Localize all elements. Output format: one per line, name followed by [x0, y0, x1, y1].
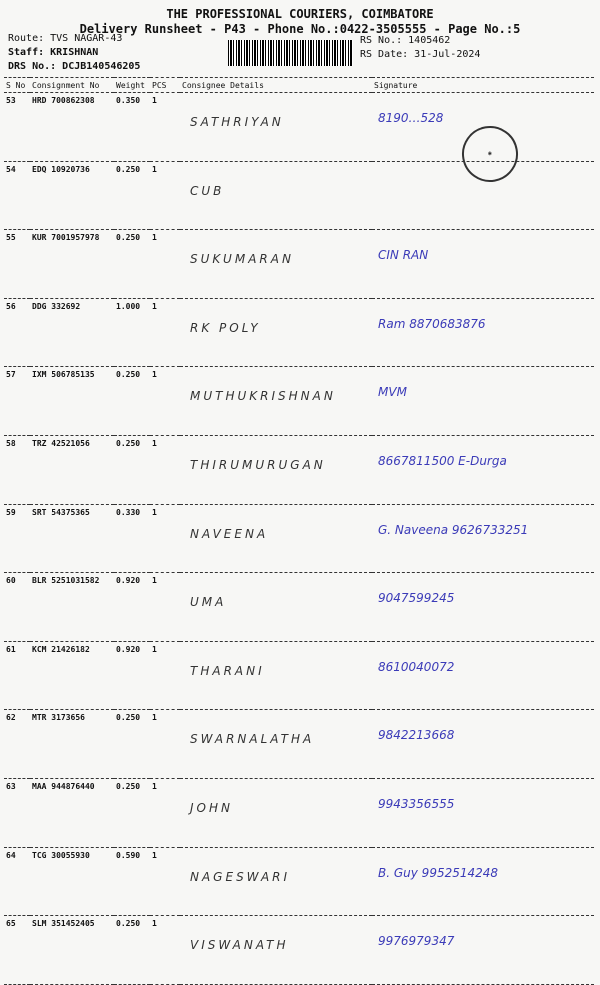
serial-number: 58	[4, 435, 30, 504]
serial-number: 65	[4, 916, 30, 985]
consignee-name: SUKUMARAN	[180, 230, 372, 299]
pieces-count: 1	[150, 573, 180, 642]
weight-value: 0.250	[114, 710, 150, 779]
pieces-count: 1	[150, 710, 180, 779]
consignee-name: NAGESWARI	[180, 847, 372, 916]
consignee-name: CUB	[180, 161, 372, 230]
weight-value: 0.250	[114, 161, 150, 230]
serial-number: 60	[4, 573, 30, 642]
consignment-number: EDQ 10920736	[30, 161, 114, 230]
weight-value: 0.330	[114, 504, 150, 573]
bank-stamp: ◉	[458, 122, 523, 187]
consignee-name: THIRUMURUGAN	[180, 435, 372, 504]
consignment-number: KUR 7001957978	[30, 230, 114, 299]
consignment-number: TCG 30055930	[30, 847, 114, 916]
serial-number: 59	[4, 504, 30, 573]
serial-number: 55	[4, 230, 30, 299]
signature-text: 9842213668	[372, 710, 594, 779]
consignment-number: IXM 506785135	[30, 367, 114, 436]
signature-text: 9976979347	[372, 916, 594, 985]
table-row	[4, 230, 594, 299]
pieces-count: 1	[150, 435, 180, 504]
table-row	[4, 298, 594, 367]
col-sno: S No	[4, 78, 30, 93]
drs-number: DRS No.: DCJB140546205	[8, 61, 141, 72]
signature-text: B. Guy 9952514248	[372, 847, 594, 916]
signature-text: MVM	[372, 367, 594, 436]
consignment-number: MTR 3173656	[30, 710, 114, 779]
serial-number: 57	[4, 367, 30, 436]
signature-text: G. Naveena 9626733251	[372, 504, 594, 573]
signature-text: 9047599245	[372, 573, 594, 642]
consignee-name: MUTHUKRISHNAN	[180, 367, 372, 436]
pieces-count: 1	[150, 641, 180, 710]
weight-value: 1.000	[114, 298, 150, 367]
signature-text: Ram 8870683876	[372, 298, 594, 367]
col-pcs: PCS	[150, 78, 180, 93]
serial-number: 64	[4, 847, 30, 916]
signature-text: 9943356555	[372, 778, 594, 847]
pieces-count: 1	[150, 367, 180, 436]
col-consignee: Consignee Details	[180, 78, 372, 93]
col-signature: Signature	[372, 78, 594, 93]
table-row	[4, 435, 594, 504]
consignee-name: SWARNALATHA	[180, 710, 372, 779]
runsheet-table	[4, 77, 594, 985]
serial-number: 61	[4, 641, 30, 710]
table-row	[4, 916, 594, 985]
consignment-number: TRZ 42521056	[30, 435, 114, 504]
consignment-number: MAA 944876440	[30, 778, 114, 847]
weight-value: 0.590	[114, 847, 150, 916]
consignment-number: HRD 700862308	[30, 93, 114, 162]
serial-number: 63	[4, 778, 30, 847]
table-header-row	[4, 78, 594, 93]
consignment-number: DDG 332692	[30, 298, 114, 367]
table-row	[4, 710, 594, 779]
consignee-name: JOHN	[180, 778, 372, 847]
serial-number: 56	[4, 298, 30, 367]
signature-text: 8610040072	[372, 641, 594, 710]
table-row	[4, 573, 594, 642]
weight-value: 0.250	[114, 916, 150, 985]
staff-label: Staff: KRISHNAN	[8, 47, 99, 58]
serial-number: 62	[4, 710, 30, 779]
pieces-count: 1	[150, 298, 180, 367]
consignee-name: NAVEENA	[180, 504, 372, 573]
weight-value: 0.250	[114, 230, 150, 299]
table-row	[4, 847, 594, 916]
weight-value: 0.920	[114, 573, 150, 642]
consignee-name: THARANI	[180, 641, 372, 710]
weight-value: 0.250	[114, 435, 150, 504]
pieces-count: 1	[150, 778, 180, 847]
consignment-number: BLR 5251031582	[30, 573, 114, 642]
col-weight: Weight	[114, 78, 150, 93]
pieces-count: 1	[150, 847, 180, 916]
table-row	[4, 778, 594, 847]
weight-value: 0.920	[114, 641, 150, 710]
pieces-count: 1	[150, 504, 180, 573]
consignee-name: VISWANATH	[180, 916, 372, 985]
weight-value: 0.350	[114, 93, 150, 162]
rs-number: RS No.: 1405462	[360, 35, 451, 46]
consignee-name: UMA	[180, 573, 372, 642]
pieces-count: 1	[150, 161, 180, 230]
pieces-count: 1	[150, 230, 180, 299]
col-consignment: Consignment No	[30, 78, 114, 93]
weight-value: 0.250	[114, 778, 150, 847]
consignee-name: RK POLY	[180, 298, 372, 367]
pieces-count: 1	[150, 93, 180, 162]
signature-text: 8190…528	[372, 93, 594, 162]
serial-number: 53	[4, 93, 30, 162]
barcode	[228, 40, 353, 66]
rs-date: RS Date: 31-Jul-2024	[360, 49, 481, 60]
route-label: Route: TVS NAGAR-43	[8, 33, 123, 44]
table-row	[4, 504, 594, 573]
serial-number: 54	[4, 161, 30, 230]
table-row	[4, 641, 594, 710]
signature-text: CIN RAN	[372, 230, 594, 299]
pieces-count: 1	[150, 916, 180, 985]
consignment-number: KCM 21426182	[30, 641, 114, 710]
weight-value: 0.250	[114, 367, 150, 436]
table-row	[4, 367, 594, 436]
consignee-name: SATHRIYAN	[180, 93, 372, 162]
runsheet-title: Delivery Runsheet - P43 - Phone No.:0422-3505555 - Page No.:5	[79, 22, 521, 36]
company-title: THE PROFESSIONAL COURIERS, COIMBATORE	[166, 7, 434, 21]
consignment-number: SLM 351452405	[30, 916, 114, 985]
signature-text: 8667811500 E-Durga	[372, 435, 594, 504]
consignment-number: SRT 54375365	[30, 504, 114, 573]
